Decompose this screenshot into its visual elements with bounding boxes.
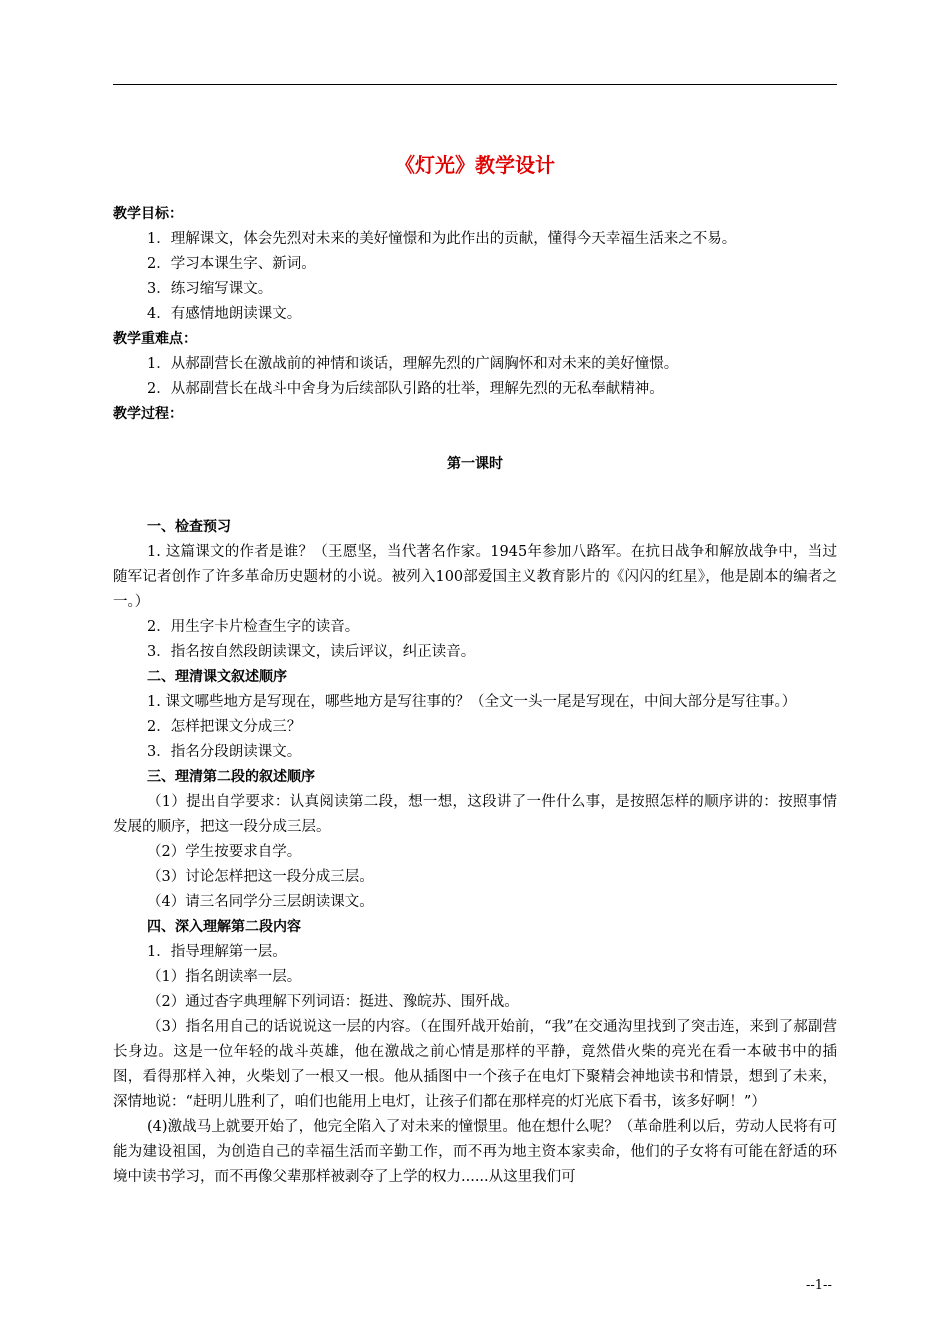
paragraph: （1）指名朗读率一层。 bbox=[147, 969, 302, 985]
goal-item: 3．练习缩写课文。 bbox=[147, 281, 273, 297]
paragraph: 3．指名分段朗读课文。 bbox=[147, 744, 302, 760]
goal-item: 2．学习本课生字、新词。 bbox=[147, 256, 316, 272]
paragraph: 2．用生字卡片检查生字的读音。 bbox=[147, 619, 360, 635]
goal-item: 4．有感情地朗读课文。 bbox=[147, 306, 302, 322]
spacer bbox=[113, 502, 837, 515]
spacer bbox=[113, 477, 837, 502]
paragraph: (4)激战马上就要开始了，他完全陷入了对未来的憧憬里。他在想什么呢？（革命胜利以后，劳动人民将有可能为建设祖国，为创造自己的幸福生活而辛勤工作，而不再为地主资本家卖命，他们的子女将有可能在舒适的环境中读书学习，而不再像父辈那样被剥夺了上学的权力......从这里我们可 bbox=[113, 1119, 837, 1185]
header-rule bbox=[113, 84, 837, 85]
spacer bbox=[113, 427, 837, 452]
keypoint-item: 2．从郝副营长在战斗中舍身为后续部队引路的壮举，理解先烈的无私奉献精神。 bbox=[147, 381, 664, 397]
section-heading: 三、理清第二段的叙述顺序 bbox=[147, 769, 315, 785]
section-heading: 一、检查预习 bbox=[147, 519, 231, 535]
paragraph: 3．指名按自然段朗读课文，读后评议，纠正读音。 bbox=[147, 644, 476, 660]
goal-item: 1．理解课文，体会先烈对未来的美好憧憬和为此作出的贡献，懂得今天幸福生活来之不易。 bbox=[147, 231, 737, 247]
paragraph: （3）讨论怎样把这一段分成三层。 bbox=[147, 869, 374, 885]
paragraph: （1）提出自学要求：认真阅读第二段，想一想，这段讲了一件什么事，是按照怎样的顺序讲的：按照事情发展的顺序，把这一段分成三层。 bbox=[113, 794, 837, 835]
document-body bbox=[113, 202, 837, 1190]
paragraph: 2．怎样把课文分成三？ bbox=[147, 719, 302, 735]
document-title: 《灯光》教学设计 bbox=[395, 153, 555, 177]
keypoints-heading: 教学重难点： bbox=[113, 331, 197, 347]
paragraph: 1．指导理解第一层。 bbox=[147, 944, 287, 960]
paragraph: （2）通过杳字典理解下列词语：挺进、豫皖苏、围歼战。 bbox=[147, 994, 519, 1010]
page-number: --1-- bbox=[806, 1278, 832, 1293]
goals-heading: 教学目标： bbox=[113, 206, 183, 222]
keypoint-item: 1．从郝副营长在激战前的神情和谈话，理解先烈的广阔胸怀和对未来的美好憧憬。 bbox=[147, 356, 679, 372]
paragraph: （3）指名用自己的话说说这一层的内容。（在围歼战开始前，“我”在交通沟里找到了突击连，来到了郝副营长身边。这是一位年轻的战斗英雄，他在激战之前心情是那样的平静，竟然借火柴的亮光在看一本破书中的插图，看得那样入神，火柴划了一根又一根。他从插图中一个孩子在电灯下聚精会神地读书和情景，想到了未来，深情地说：“赶明儿胜利了，咱们也能用上电灯，让孩子们都在那样亮的灯光底下看书，该多好啊！”） bbox=[113, 1019, 837, 1110]
process-heading: 教学过程： bbox=[113, 406, 183, 422]
paragraph: 1. 课文哪些地方是写现在，哪些地方是写往事的？（全文一头一尾是写现在，中间大部分是写往事。） bbox=[147, 694, 797, 710]
paragraph: （2）学生按要求自学。 bbox=[147, 844, 302, 860]
lesson-title: 第一课时 bbox=[447, 456, 503, 472]
paragraph: 1. 这篇课文的作者是谁？（王愿坚，当代著名作家。1945年参加八路军。在抗日战争和解放战争中，当过随军记者创作了许多革命历史题材的小说。被列入100部爱国主义教育影片的《闪闪的红星》，他是剧本的编者之一。） bbox=[113, 544, 837, 610]
section-heading: 四、深入理解第二段内容 bbox=[147, 919, 301, 935]
section-heading: 二、理清课文叙述顺序 bbox=[147, 669, 287, 685]
paragraph: （4）请三名同学分三层朗读课文。 bbox=[147, 894, 374, 910]
